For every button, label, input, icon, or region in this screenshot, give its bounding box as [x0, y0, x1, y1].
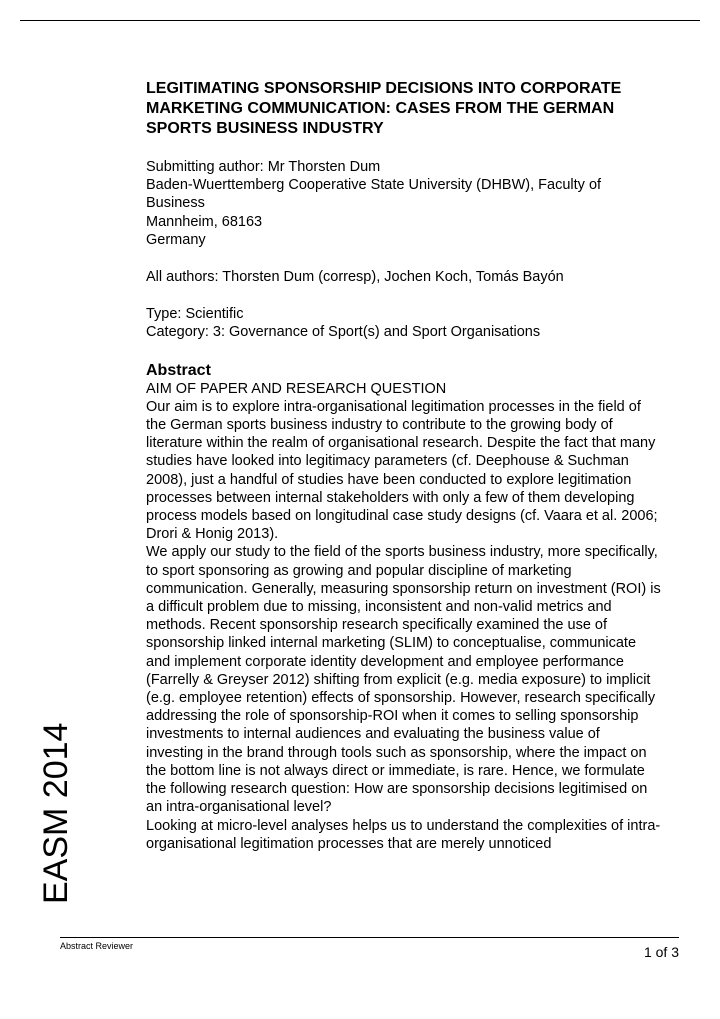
- abstract-content: [146, 79, 661, 853]
- paper-type: Type: Scientific: [146, 306, 244, 323]
- page-number: 1 of 3: [643, 944, 679, 960]
- paper-title: LEGITIMATING SPONSORSHIP DECISIONS INTO CORPORATE MARKETING COMMUNICATION: CASES FROM THE GERMAN SPORTS BUSINESS INDUSTRY: [146, 80, 622, 137]
- top-rule: [20, 20, 700, 21]
- abstract-heading: Abstract: [146, 361, 211, 379]
- all-authors: All authors: Thorsten Dum (corresp), Jochen Koch, Tomás Bayón: [146, 269, 564, 286]
- conference-side-label: EASM 2014: [37, 722, 75, 904]
- affiliation: Baden-Wuerttemberg Cooperative State University (DHBW), Faculty of Business: [146, 177, 602, 212]
- country: Germany: [146, 231, 206, 248]
- section-heading: AIM OF PAPER AND RESEARCH QUESTION: [146, 380, 447, 397]
- paragraph: Our aim is to explore intra-organisational legitimation processes in the field of the German sports business industry to contribute to the growing body of literature within the realm of organisational research. Despite the fact that many studies have looked into legitimacy parameters (cf. Deephouse & Suchman 2008), just a handful of studies have been conducted to explore legitimation processes between internal stakeholders with only a few of them developing process models based on longitudinal case study designs (cf. Vaara et al. 2006; Drori & Honig 2013).: [146, 398, 658, 543]
- footer-reviewer-label: Abstract Reviewer: [60, 941, 134, 951]
- footer-rule: [60, 937, 679, 938]
- city: Mannheim, 68163: [146, 213, 263, 230]
- paragraph: We apply our study to the field of the sports business industry, more specifically, to sport sponsoring as growing and popular discipline of marketing communication. Generally, measuring sponsorship return on investment (ROI) is a difficult problem due to missing, inconsistent and non-valid metrics and methods. Recent sponsorship research specifically examined the use of sponsorship linked internal marketing (SLIM) to conceptualise, communicate and implement corporate identity development and employee performance (Farrelly & Greyser 2012) shifting from explicit (e.g. media exposure) to implicit (e.g. employee retention) effects of sponsorship. However, research specifically addressing the role of sponsorship-ROI when it comes to selling sponsorship investments to internal audiences and evaluating the business value of investing in the brand through tools such as sponsorship, where the impact on the bottom line is not always direct or immediate, is rare. Hence, we formulate the following research question: How are sponsorship decisions legitimised on an intra-organisational level?: [146, 544, 661, 816]
- submitting-author: Submitting author: Mr Thorsten Dum: [146, 159, 381, 175]
- paragraph: Looking at micro-level analyses helps us to understand the complexities of intra-organisational legitimation processes that are merely unnoticed: [146, 817, 661, 852]
- paper-category: Category: 3: Governance of Sport(s) and Sport Organisations: [146, 324, 541, 341]
